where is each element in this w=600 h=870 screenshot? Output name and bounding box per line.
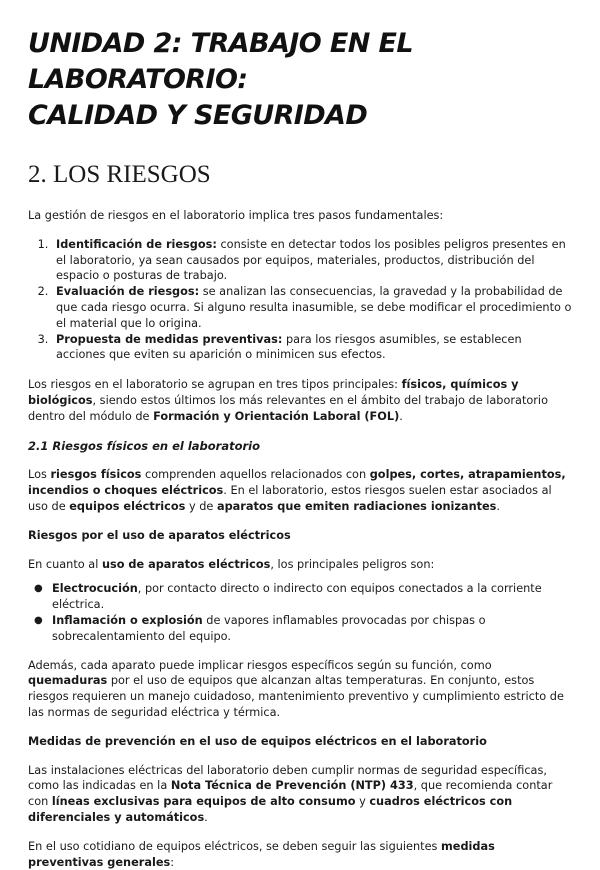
steps-list (28, 237, 572, 363)
bold-run: Nota Técnica de Prevención (NTP) 433 (170, 779, 414, 793)
subsection-title: 2.1 Riesgos físicos en el laboratorio (28, 438, 261, 453)
step-text: consiste en detectar todos los posibles peligros presentes en el laboratorio, ya sean causados por equipos, materiales, productos, distribución del espacio o posturas de trabajo. (56, 237, 566, 283)
text-run: . En el laboratorio, estos riesgos suelen estar asociados al uso de (28, 484, 552, 513)
bold-run: líneas exclusivas para equipos de alto consumo (51, 795, 356, 809)
bold-run: riesgos físicos (50, 468, 142, 482)
bold-run: equipos eléctricos (69, 499, 186, 513)
list-item (52, 613, 572, 645)
bold-run: Formación y Orientación Laboral (FOL) (153, 409, 400, 423)
intro-paragraph: La gestión de riesgos en el laboratorio implica tres pasos fundamentales: (28, 209, 444, 222)
bold-run: cuadros eléctricos con diferenciales y automáticos (28, 795, 513, 824)
step-text: para los riesgos asumibles, se establecen acciones que eviten su aparición o minimicen sus efectos. (56, 332, 522, 362)
prevention-heading: Medidas de prevención en el uso de equipos eléctricos en el laboratorio (28, 734, 487, 748)
text-run: comprenden aquellos relacionados con (141, 468, 370, 482)
text-run: Los riesgos en el laboratorio se agrupan en tres tipos principales: (28, 378, 402, 392)
electric-heading: Riesgos por el uso de aparatos eléctricos (28, 528, 291, 542)
section-title: 2. LOS RIESGOS (28, 161, 211, 188)
step-term: Identificación de riesgos: (56, 237, 217, 251)
text-run: , los principales peligros son: (270, 557, 435, 571)
unit-title (28, 0, 572, 134)
risk-types-paragraph (28, 377, 572, 424)
danger-term: Inflamación o explosión (52, 613, 203, 627)
step-term: Evaluación de riesgos: (56, 285, 200, 299)
list-item (52, 237, 572, 284)
text-run: Además, cada aparato puede implicar riesgos específicos según su función, como (28, 658, 492, 672)
text-run: y de (185, 499, 217, 513)
unit-title-line-1: UNIDAD 2: TRABAJO EN EL LABORATORIO: (28, 28, 413, 95)
text-run: En el uso cotidiano de equipos eléctricos, se deben seguir las siguientes (28, 839, 442, 853)
dangers-list (28, 581, 572, 644)
list-item (52, 332, 572, 364)
text-run: . (496, 499, 501, 513)
danger-term: Electrocución (52, 582, 138, 596)
extra-risks-paragraph (28, 658, 572, 721)
step-text: se analizan las consecuencias, la gravedad y la probabilidad de que cada riesgo ocurra. Si alguno resulta inasumible, se debe modificar el procedimiento o el material que lo origina. (56, 285, 572, 330)
list-item (52, 581, 572, 613)
text-run: . (399, 409, 403, 423)
text-run: , que recomienda contar con (28, 779, 553, 809)
text-run: . (204, 810, 208, 824)
installations-paragraph (28, 763, 572, 826)
bold-run: golpes, cortes, atrapamientos, incendios o choques eléctricos (28, 468, 566, 498)
physical-risks-paragraph (28, 467, 572, 514)
text-run: y (355, 795, 370, 809)
bold-run: aparatos que emiten radiaciones ionizantes (216, 499, 497, 513)
text-run: Las instalaciones eléctricas del laboratorio deben cumplir normas de seguridad específicas, como las indicadas en la (28, 763, 547, 793)
daily-use-paragraph (28, 839, 572, 870)
bold-run: físicos, químicos y biológicos (28, 378, 519, 407)
text-run: , siendo estos últimos los más relevantes en el ámbito del trabajo de laboratorio dentro del módulo de (28, 393, 548, 423)
bold-run: medidas preventivas generales (28, 839, 495, 869)
text-run: : (170, 855, 175, 869)
step-term: Propuesta de medidas preventivas: (56, 332, 283, 346)
text-run: por el uso de equipos que alcanzan altas temperaturas. En conjunto, estos riesgos requieren un manejo cuidadoso, mantenimiento preventivo y cumplimiento estricto de las normas de seguridad eléctrica y térmica. (28, 674, 564, 719)
text-run: Los (28, 468, 51, 482)
list-item (52, 284, 572, 331)
bold-run: uso de aparatos eléctricos (101, 557, 271, 571)
electric-intro-paragraph (28, 557, 572, 573)
danger-text: de vapores inflamables provocadas por chispas o sobrecalentamiento del equipo. (52, 613, 486, 643)
bold-run: quemaduras (28, 674, 108, 688)
unit-title-line-2: CALIDAD Y SEGURIDAD (28, 100, 368, 131)
danger-text: , por contacto directo o indirecto con equipos conectados a la corriente eléctrica. (52, 582, 542, 612)
text-run: En cuanto al (28, 557, 102, 571)
